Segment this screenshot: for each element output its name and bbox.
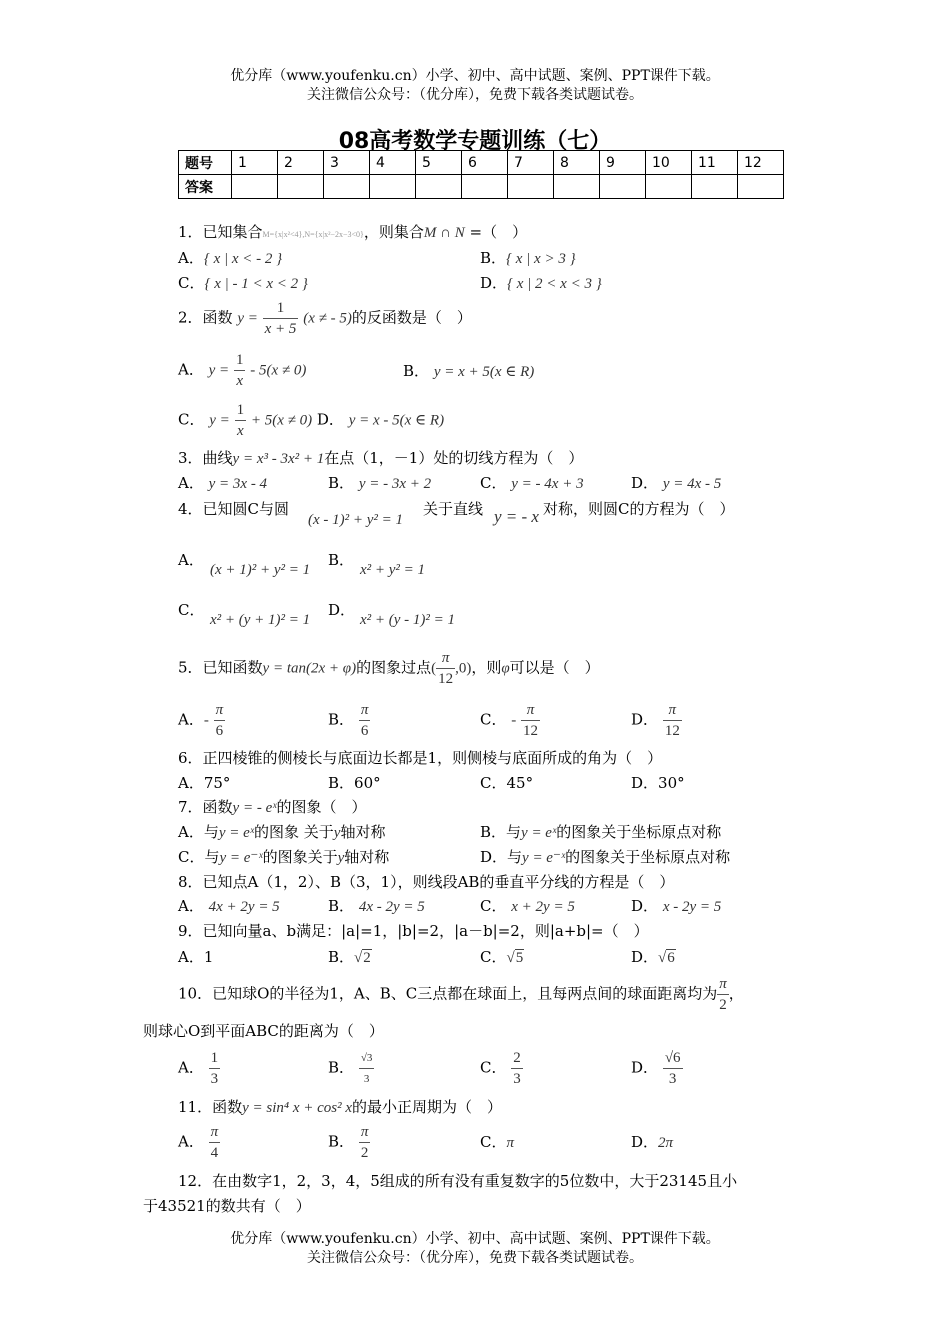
q11-stem-b: 的最小正周期为（ ） xyxy=(352,1098,503,1116)
denominator: 3 xyxy=(513,1071,521,1087)
q5-point-open: ( xyxy=(431,660,437,677)
q4-option-a-label: A． xyxy=(178,551,204,569)
option-text: { x | - 1 < x < 2 } xyxy=(204,276,308,292)
footer-line-1: 优分库（www.youfenku.cn）小学、初中、高中试题、案例、PPT课件下载。 xyxy=(230,1231,720,1247)
q9-stem: 9．已知向量a、b满足：|a|=1，|b|=2，|a－b|=2，则|a+b|=（ ） xyxy=(178,922,649,940)
q11-option-d xyxy=(631,1131,673,1152)
option-func: y = e⁻ˣ xyxy=(219,850,263,866)
fraction xyxy=(359,1122,371,1163)
option-label: B． xyxy=(328,710,355,729)
option-text: 4x - 2y = 5 xyxy=(358,899,425,915)
option-text: 2π xyxy=(658,1135,674,1151)
denominator: 3 xyxy=(363,1073,370,1085)
option-func: y = e⁻ˣ xyxy=(522,850,566,866)
option-text: 轴对称 xyxy=(340,823,386,841)
q1-option-a xyxy=(178,247,282,268)
option-label: B． xyxy=(403,362,430,380)
q3-option-d xyxy=(631,472,721,493)
q11-option-c xyxy=(480,1131,514,1152)
option-label: D． xyxy=(631,710,659,729)
answer-cell[interactable] xyxy=(646,175,692,199)
radicand: 6 xyxy=(673,1050,681,1066)
q7-stem xyxy=(178,796,366,817)
option-label: A． xyxy=(178,360,204,379)
option-text: x - 2y = 5 xyxy=(662,899,722,915)
q8-option-a xyxy=(178,895,280,916)
option-sign: - xyxy=(203,712,209,729)
option-label: D． xyxy=(631,897,659,915)
q10-option-d xyxy=(631,1048,683,1089)
fraction xyxy=(209,1122,221,1163)
q10-stem-b: ， xyxy=(728,984,744,1003)
numerator: √3 xyxy=(359,1048,375,1069)
option-axis: y xyxy=(333,825,341,841)
option-text: - 5(x ≠ 0) xyxy=(250,362,307,379)
q2-option-a xyxy=(178,350,306,391)
denominator: 6 xyxy=(215,723,224,739)
numerator: 2 xyxy=(511,1048,523,1069)
option-func: y = eˣ xyxy=(218,825,255,841)
q3-option-c xyxy=(480,472,584,493)
q3-option-a xyxy=(178,472,267,493)
q5-option-c xyxy=(480,700,540,741)
q6-option-a: A．75° xyxy=(178,774,231,792)
q5-stem-a: 5．已知函数 xyxy=(178,658,263,677)
q6-option-b: B．60° xyxy=(328,774,381,792)
option-func: y = eˣ xyxy=(521,825,557,841)
table-cell: 8 xyxy=(554,151,600,175)
q8-stem: 8．已知点A（1，2）、B（3，1），则线段AB的垂直平分线的方程是（ ） xyxy=(178,873,675,891)
q6-stem: 6．正四棱锥的侧棱长与底面边长都是1，则侧棱与底面所成的角为（ ） xyxy=(178,749,663,767)
option-label: B． xyxy=(328,948,355,966)
denominator: 6 xyxy=(360,723,369,739)
fraction xyxy=(234,350,246,391)
q3-stem-a: 3．曲线 xyxy=(178,449,233,467)
q7-option-a xyxy=(178,821,385,842)
q2-stem-a: 2．函数 xyxy=(178,308,233,327)
option-label: C． xyxy=(480,1133,507,1151)
option-label: D． xyxy=(631,1133,659,1151)
option-label: B． xyxy=(328,1132,355,1151)
option-text: 的图象关于坐标原点对称 xyxy=(556,823,722,841)
option-label: A．与 xyxy=(178,823,219,841)
denominator: 2 xyxy=(360,1145,369,1161)
numerator: 1 xyxy=(209,1048,221,1069)
q10-option-a xyxy=(178,1048,220,1089)
option-label: C． xyxy=(480,474,507,492)
q4-stem-a: 4．已知圆C与圆 xyxy=(178,500,290,518)
answer-cell[interactable] xyxy=(738,175,784,199)
q11-stem xyxy=(178,1096,502,1117)
radicand: 2 xyxy=(363,950,371,966)
q5-point-close: ,0) xyxy=(455,660,472,677)
footer-line-2: 关注微信公众号：（优分库），免费下载各类试题试卷。 xyxy=(307,1250,643,1266)
q5-phi: φ xyxy=(501,660,510,677)
denominator: 12 xyxy=(664,723,680,739)
denominator: 2 xyxy=(719,997,727,1013)
q7-func: y = - eˣ xyxy=(232,800,277,816)
denominator: 12 xyxy=(523,723,539,739)
answer-cell[interactable] xyxy=(232,175,278,199)
q1-expr: M ∩ N xyxy=(423,225,465,241)
numerator: π xyxy=(359,700,371,721)
q4-option-d-label: D． xyxy=(328,601,356,619)
q2-stem xyxy=(178,298,472,339)
q8-option-c xyxy=(480,895,575,916)
numerator: 1 xyxy=(263,298,299,319)
q1-option-d xyxy=(480,272,602,293)
option-label: A． xyxy=(178,897,204,915)
fraction xyxy=(663,1048,683,1089)
denominator: x + 5 xyxy=(264,321,297,337)
denominator: 12 xyxy=(438,671,454,687)
q6-option-c: C．45° xyxy=(480,774,534,792)
option-text: y = x - 5(x ∈ R) xyxy=(348,412,445,429)
q11-option-b xyxy=(328,1122,370,1163)
table-cell: 12 xyxy=(738,151,784,175)
q2-option-b xyxy=(403,360,534,381)
q5-stem xyxy=(178,648,600,689)
q11-stem-a: 11．函数 xyxy=(178,1098,243,1116)
numerator: π xyxy=(214,700,226,721)
q1-stem-c: =（ ） xyxy=(464,223,528,241)
q5-option-d xyxy=(631,700,682,741)
q4-line: y = - x xyxy=(494,507,539,526)
sqrt: √6 xyxy=(658,950,675,966)
q2-fraction xyxy=(263,298,299,339)
q3-option-b xyxy=(328,472,431,493)
denominator: 3 xyxy=(210,1071,219,1087)
radicand: 3 xyxy=(366,1052,373,1064)
option-label: B． xyxy=(480,249,507,267)
q5-func: y = tan(2x + φ) xyxy=(262,660,357,677)
option-label: C．与 xyxy=(178,848,220,866)
option-text: y = - 4x + 3 xyxy=(511,476,584,492)
table-cell: 11 xyxy=(692,151,738,175)
option-text: { x | x < - 2 } xyxy=(203,251,283,267)
table-cell: 3 xyxy=(324,151,370,175)
q5-option-a xyxy=(178,700,225,741)
q1-option-b xyxy=(480,247,576,268)
q4-option-c-label: C． xyxy=(178,601,205,619)
fraction xyxy=(235,400,247,441)
q9-option-a: A．1 xyxy=(178,948,214,966)
option-label: C． xyxy=(178,274,205,292)
q5-stem-b: 的图象过点 xyxy=(356,658,432,677)
answer-cell[interactable] xyxy=(278,175,324,199)
option-label: B．与 xyxy=(480,823,522,841)
header-line-2: 关注微信公众号：（优分库），免费下载各类试题试卷。 xyxy=(307,87,643,103)
option-label: B． xyxy=(328,1058,355,1077)
q1-stem-b: ，则集合 xyxy=(363,223,424,241)
denominator: 4 xyxy=(210,1145,219,1161)
radicand: 5 xyxy=(515,950,524,966)
q2-stem-b: 的反函数是（ ） xyxy=(351,308,472,327)
q11-func: y = sin⁴ x + cos² x xyxy=(242,1100,353,1116)
fraction xyxy=(214,700,226,741)
q1-set-def: M={x|x²<4},N={x|x²−2x−3<0} xyxy=(262,230,364,239)
option-label: A． xyxy=(178,1058,204,1077)
q8-option-d xyxy=(631,895,721,916)
q7-option-d xyxy=(480,846,730,867)
fraction xyxy=(359,1048,375,1089)
option-label: C． xyxy=(480,710,507,729)
q1-stem-a: 1．已知集合 xyxy=(178,223,263,241)
table-row xyxy=(179,151,784,175)
answer-cell[interactable] xyxy=(370,175,416,199)
page-title: 08高考数学专题训练（七） xyxy=(338,129,612,154)
table-cell: 2 xyxy=(278,151,324,175)
option-text: y = xyxy=(209,412,230,429)
q10-option-c xyxy=(480,1048,523,1089)
q5-point-fraction xyxy=(436,648,455,689)
option-label: B． xyxy=(328,897,355,915)
answer-cell[interactable] xyxy=(416,175,462,199)
q7-option-b xyxy=(480,821,721,842)
q3-stem-b: 在点（1，－1）处的切线方程为（ ） xyxy=(324,449,584,467)
q4-option-c: x² + (y + 1)² = 1 xyxy=(210,612,311,628)
option-label: C． xyxy=(178,410,205,429)
numerator: π xyxy=(521,700,540,721)
answer-cell[interactable] xyxy=(508,175,554,199)
fraction xyxy=(511,1048,523,1089)
option-text: 的图象关于 xyxy=(262,848,338,866)
option-text: π xyxy=(506,1135,514,1151)
sqrt: √2 xyxy=(354,950,371,966)
q5-option-b xyxy=(328,700,370,741)
answer-cell[interactable] xyxy=(554,175,600,199)
option-text: + 5(x ≠ 0) xyxy=(250,412,313,429)
option-label: D． xyxy=(631,1058,659,1077)
option-label: D．与 xyxy=(480,848,523,866)
row-label-number: 题号 xyxy=(179,151,232,175)
q2-y: y = xyxy=(237,310,258,327)
radicand: 6 xyxy=(667,950,675,966)
q4-option-a: (x + 1)² + y² = 1 xyxy=(210,562,311,578)
table-cell: 1 xyxy=(232,151,278,175)
answer-cell[interactable] xyxy=(692,175,738,199)
fraction xyxy=(209,1048,221,1089)
fraction xyxy=(717,974,729,1015)
sqrt: √5 xyxy=(506,950,524,966)
option-axis: y xyxy=(337,850,345,866)
option-label: C． xyxy=(480,1058,507,1077)
option-text: y = - 3x + 2 xyxy=(358,476,432,492)
fraction xyxy=(663,700,682,741)
table-cell: 10 xyxy=(646,151,692,175)
table-cell: 4 xyxy=(370,151,416,175)
numerator: √6 xyxy=(663,1048,683,1069)
q10-stem-c: 则球心O到平面ABC的距离为（ ） xyxy=(143,1022,384,1040)
option-label: C． xyxy=(480,897,507,915)
option-label: D． xyxy=(316,410,344,429)
q7-stem-a: 7．函数 xyxy=(178,798,233,816)
q11-option-a xyxy=(178,1122,220,1163)
q7-stem-b: 的图象（ ） xyxy=(276,798,367,816)
option-text: { x | x > 3 } xyxy=(506,251,576,267)
option-text: y = 4x - 5 xyxy=(662,476,722,492)
q10-stem xyxy=(178,974,744,1015)
table-cell: 7 xyxy=(508,151,554,175)
denominator: x xyxy=(236,373,244,389)
option-label: A． xyxy=(178,710,204,729)
numerator: π xyxy=(717,974,729,995)
q3-curve: y = x³ - 3x² + 1 xyxy=(232,451,325,467)
q8-option-b xyxy=(328,895,425,916)
table-row xyxy=(179,175,784,199)
numerator: π xyxy=(436,648,455,669)
option-text: 的图象 关于 xyxy=(254,823,334,841)
option-text: y = x + 5(x ∈ R) xyxy=(433,364,535,380)
q9-option-b xyxy=(328,946,372,967)
numerator: π xyxy=(663,700,682,721)
q3-stem xyxy=(178,447,583,468)
q10-stem-a: 10．已知球O的半径为1，A、B、C三点都在球面上，且每两点间的球面距离均为 xyxy=(178,984,718,1003)
table-cell: 6 xyxy=(462,151,508,175)
q12-line-1: 12．在由数字1，2，3，4，5组成的所有没有重复数字的5位数中，大于23145且小 xyxy=(178,1172,738,1190)
fraction xyxy=(521,700,540,741)
numerator: 1 xyxy=(235,400,247,421)
table-cell: 5 xyxy=(416,151,462,175)
q2-cond: (x ≠ - 5) xyxy=(303,310,352,327)
q6-option-d: D．30° xyxy=(631,774,685,792)
q2-option-c xyxy=(178,400,444,441)
answer-table xyxy=(178,150,784,199)
q4-option-b: x² + y² = 1 xyxy=(360,562,426,578)
q9-option-d xyxy=(631,946,676,967)
option-sign: - xyxy=(511,712,517,729)
q4-stem-c: 对称，则圆C的方程为（ ） xyxy=(543,500,735,518)
row-label-answer: 答案 xyxy=(179,175,232,199)
option-text: x + 2y = 5 xyxy=(511,899,575,915)
denominator: x xyxy=(236,423,244,439)
option-label: C． xyxy=(480,948,507,966)
fraction xyxy=(359,700,371,741)
answer-cell[interactable] xyxy=(462,175,508,199)
option-text: y = 3x - 4 xyxy=(208,476,268,492)
answer-cell[interactable] xyxy=(324,175,370,199)
q4-stem-b: 关于直线 xyxy=(423,500,484,518)
answer-cell[interactable] xyxy=(600,175,646,199)
table-cell: 9 xyxy=(600,151,646,175)
option-text: { x | 2 < x < 3 } xyxy=(507,276,602,292)
header-line-1: 优分库（www.youfenku.cn）小学、初中、高中试题、案例、PPT课件下载。 xyxy=(230,68,720,84)
option-text: 轴对称 xyxy=(344,848,390,866)
option-label: A． xyxy=(178,249,204,267)
numerator: π xyxy=(359,1122,371,1143)
q1-stem xyxy=(178,221,527,242)
option-label: D． xyxy=(480,274,508,292)
q1-option-c xyxy=(178,272,308,293)
option-text: 4x + 2y = 5 xyxy=(208,899,280,915)
q5-stem-d: 可以是（ ） xyxy=(509,658,600,677)
q12-line-2: 于43521的数共有（ ） xyxy=(143,1197,311,1215)
q7-option-c xyxy=(178,846,389,867)
q4-option-b-label: B． xyxy=(328,551,355,569)
option-label: D． xyxy=(631,474,659,492)
option-text: y = xyxy=(208,362,230,379)
option-label: B． xyxy=(328,474,355,492)
numerator: 1 xyxy=(234,350,246,371)
q10-option-b xyxy=(328,1048,374,1089)
q5-stem-c: ，则 xyxy=(471,658,502,677)
option-label: D． xyxy=(631,948,659,966)
q9-option-c xyxy=(480,946,524,967)
option-text: 的图象关于坐标原点对称 xyxy=(565,848,731,866)
q4-circle: (x - 1)² + y² = 1 xyxy=(308,512,404,528)
denominator: 3 xyxy=(668,1071,677,1087)
option-label: A． xyxy=(178,1132,204,1151)
option-label: A． xyxy=(178,474,204,492)
numerator: π xyxy=(209,1122,221,1143)
q4-option-d: x² + (y - 1)² = 1 xyxy=(360,612,456,628)
